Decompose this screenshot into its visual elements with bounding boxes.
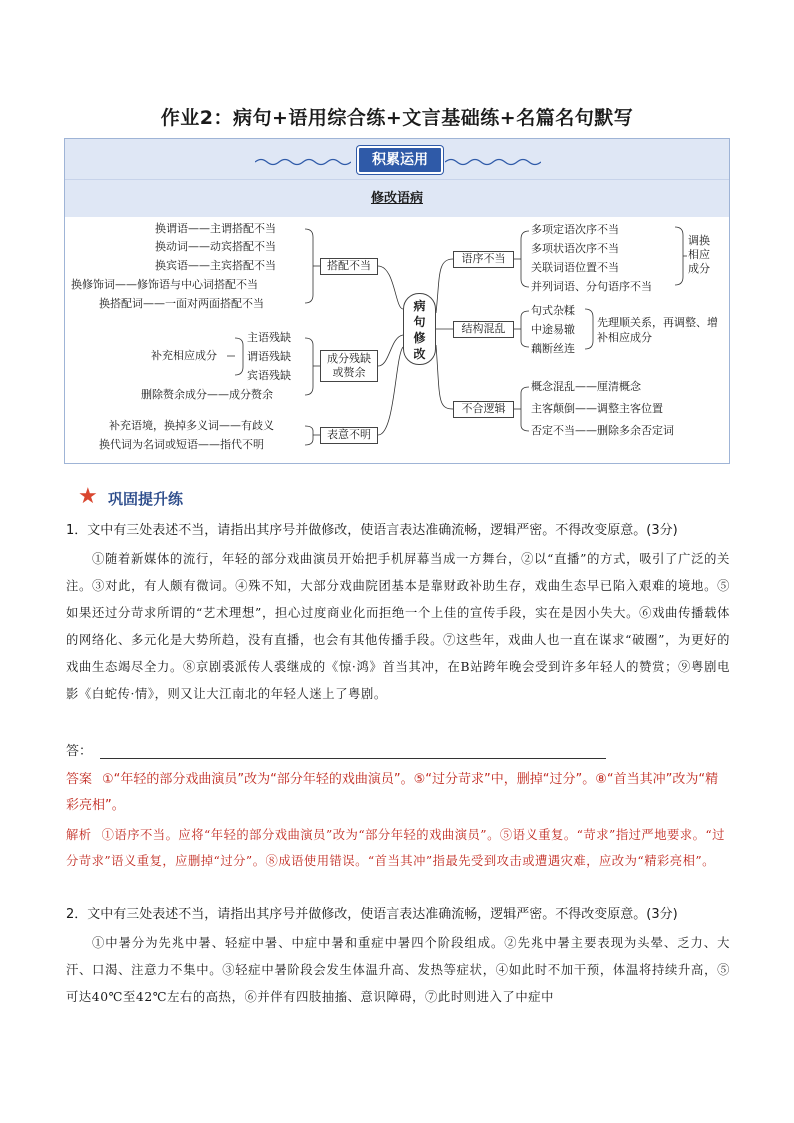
section-title: 巩固提升练 [108,490,184,508]
map-item: 换修饰词——修饰语与中心词搭配不当 [71,278,258,291]
map-group-box: 成分残缺或赘余 [320,350,378,382]
analysis-block [66,822,730,874]
map-item: 补充相应成分 [151,349,217,362]
question-1-stem: 1．文中有三处表述不当，请指出其序号并做修改，使语言表达准确流畅，逻辑严密。不得改变原意。(3分) [66,523,678,538]
answer-field[interactable] [66,740,92,759]
wave-left-icon [255,157,351,167]
map-item: 换宾语——主宾搭配不当 [155,259,276,272]
map-group-box: 搭配不当 [320,258,378,275]
map-group-box: 语序不当 [453,251,514,268]
analysis-label: 解析 [66,828,92,842]
map-fix-note: 调换相应成分 [688,234,710,275]
panel-header [65,139,729,179]
map-fix-note: 先理顺关系，再调整、增补相应成分 [597,316,718,344]
map-item: 句式杂糅 [531,304,575,317]
map-group-box: 表意不明 [320,427,378,444]
map-item: 否定不当——删除多余否定词 [531,424,674,437]
map-item: 多项定语次序不当 [531,223,619,236]
section-badge: 积累运用 [357,146,443,174]
map-item: 换搭配词——一面对两面搭配不当 [99,297,264,310]
star-icon: ★ [78,484,98,509]
wave-right-icon [445,157,541,167]
answer-label: 答案 [66,772,93,787]
map-item: 多项状语次序不当 [531,242,619,255]
page-title: 作业2：病句+语用综合练+文言基础练+名篇名句默写 [160,107,634,129]
answer-prompt: 答： [66,744,93,759]
question-2-passage: ①中暑分为先兆中暑、轻症中暑、中症中暑和重症中暑四个阶段组成。②先兆中暑主要表现为头晕、乏力、大汗、口渴、注意力不集中。③轻症中暑阶段会发生体温升高、发热等症状，④如此时不加干预，体温将持续升高，⑤可达40℃至42℃左右的高热，⑥并伴有四肢抽搐、意识障碍，⑦此时则进入了中症中 [66,936,730,1004]
knowledge-panel [64,138,730,464]
map-item: 中途易辙 [531,323,575,336]
map-item: 补充语境，换掉多义词——有歧义 [109,419,274,432]
map-item: 概念混乱——厘清概念 [531,380,641,393]
map-item: 宾语残缺 [247,369,291,382]
map-item: 删除赘余成分——成分赘余 [141,388,273,401]
mind-map [65,217,729,463]
question-2-stem: 2．文中有三处表述不当，请指出其序号并做修改，使语言表达准确流畅，逻辑严密。不得改变原意。(3分) [66,907,678,922]
map-item: 谓语残缺 [247,350,291,363]
map-item: 换动词——动宾搭配不当 [155,240,276,253]
panel-subtitle: 修改语病 [370,191,423,206]
map-group-box: 不合逻辑 [453,401,514,418]
map-group-box: 结构混乱 [453,321,514,338]
answer-block [66,767,730,819]
answer-text: ①“年轻的部分戏曲演员”改为“部分年轻的戏曲演员”。⑤“过分苛求”中，删掉“过分”。⑧“首当其冲”改为“精彩亮相”。 [66,772,719,813]
map-item: 关联词语位置不当 [531,261,619,274]
map-item: 换代词为名词或短语——指代不明 [99,438,264,451]
question-1-passage: ①随着新媒体的流行，年轻的部分戏曲演员开始把手机屏幕当成一方舞台，②以“直播”的方式，吸引了广泛的关注。③对此，有人颇有微词。④殊不知，大部分戏曲院团基本是靠财政补助生存，戏曲生态早已陷入艰难的境地。⑤如果还过分苛求所谓的“艺术理想”，担心过度商业化而拒绝一个上佳的宣传手段，实在是因小失大。⑥戏曲传播载体的网络化、多元化是大势所趋，没有直播，也会有其他传播手段。⑦这些年，戏曲人也一直在谋求“破圈”，为更好的戏曲生态竭尽全力。⑧京剧裘派传人裘继成的《惊·鸿》首当其冲，在B站跨年晚会受到许多年轻人的赞赏；⑨粤剧电影《白蛇传·情》，则又让大江南北的年轻人迷上了粤剧。 [66,552,730,701]
answer-underline [100,758,606,759]
map-item: 主客颠倒——调整主客位置 [531,402,663,415]
map-item: 换谓语——主谓搭配不当 [155,222,276,235]
map-item: 主语残缺 [247,331,291,344]
analysis-text: ①语序不当。应将“年轻的部分戏曲演员”改为“部分年轻的戏曲演员”。⑤语义重复。“苛求”指过严地要求。“过分苛求”语义重复，应删掉“过分”。⑧成语使用错误。“首当其冲”指最先受到攻击或遭遇灾难，应改为“精彩亮相”。 [66,828,725,868]
map-item: 并列词语、分句语序不当 [531,280,652,293]
map-item: 藕断丝连 [531,342,575,355]
map-center-node: 病句修改 [403,293,436,365]
